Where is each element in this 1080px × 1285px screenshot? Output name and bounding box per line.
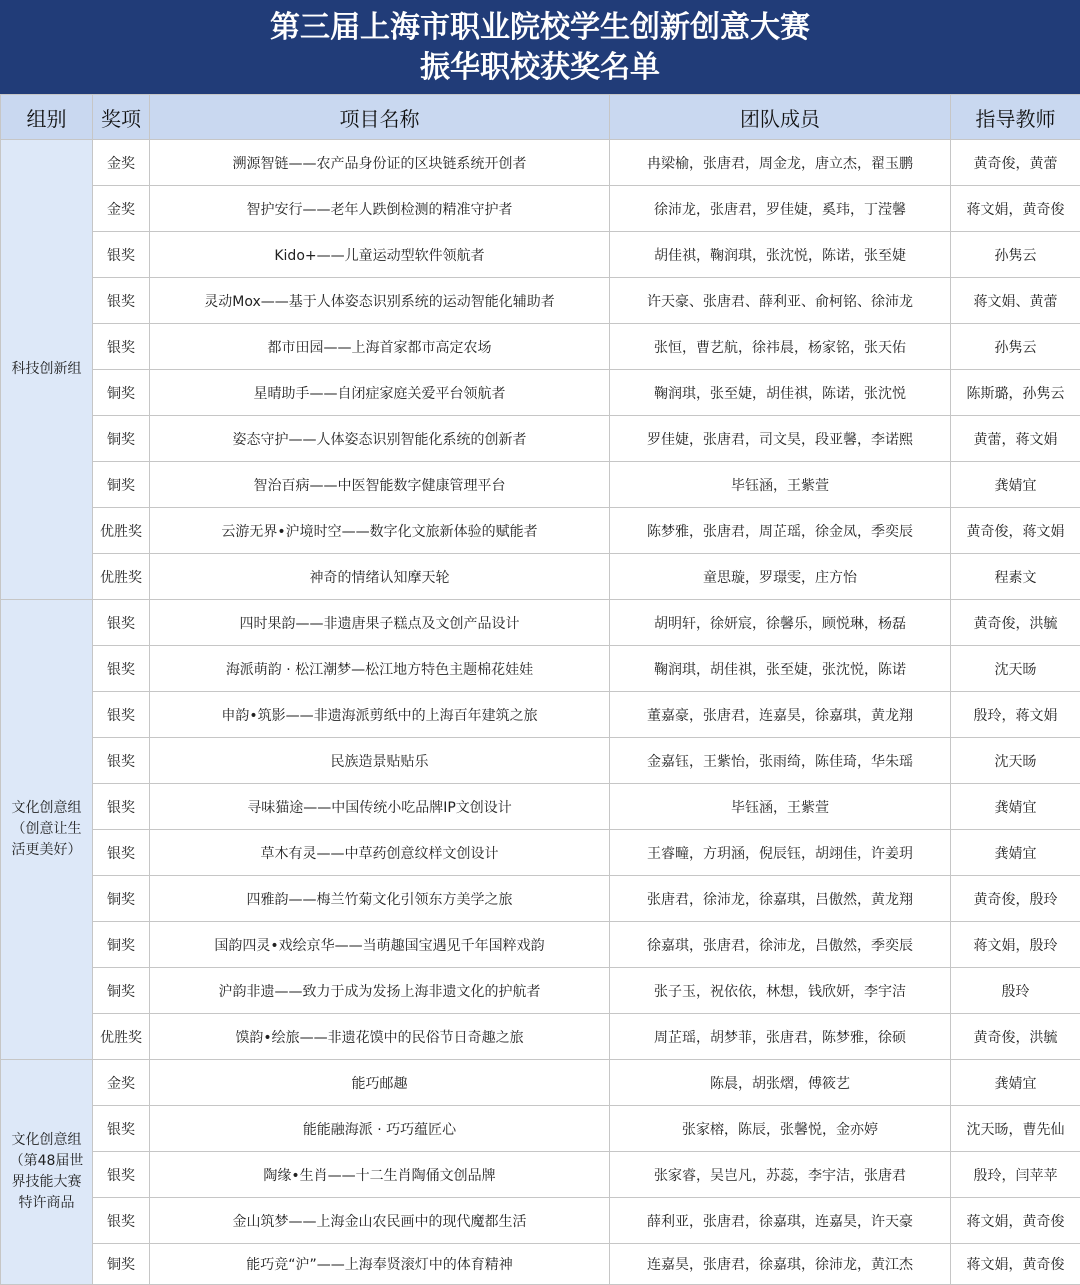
team-cell: 冉梁榆，张唐君，周金龙，唐立杰，翟玉鹏: [610, 140, 951, 186]
award-cell: 银奖: [93, 278, 150, 324]
group-name: 文化创意组（创意让生活更美好）: [1, 798, 92, 861]
project-cell: 能巧邮趣: [150, 1060, 610, 1106]
project-cell: 海派萌韵 · 松江潮梦—松江地方特色主题棉花娃娃: [150, 646, 610, 692]
table-row: [1, 968, 1080, 1014]
teacher-cell: 蒋文娟，黄奇俊: [951, 1244, 1080, 1285]
table-row: [1, 600, 1080, 646]
teacher-cell: 龚婧宜: [951, 830, 1080, 876]
table-row: [1, 1198, 1080, 1244]
team-cell: 童思璇，罗璟雯，庄方怡: [610, 554, 951, 600]
project-cell: 都市田园——上海首家都市高定农场: [150, 324, 610, 370]
award-cell: 优胜奖: [93, 554, 150, 600]
table-row: [1, 554, 1080, 600]
award-cell: 银奖: [93, 1198, 150, 1244]
table-row: [1, 416, 1080, 462]
table-row: [1, 830, 1080, 876]
award-cell: 银奖: [93, 232, 150, 278]
project-cell: 草木有灵——中草药创意纹样文创设计: [150, 830, 610, 876]
award-cell: 银奖: [93, 1152, 150, 1198]
award-cell: 银奖: [93, 692, 150, 738]
award-cell: 优胜奖: [93, 508, 150, 554]
teacher-cell: 陈斯璐，孙隽云: [951, 370, 1080, 416]
team-cell: 许天豪、张唐君、薛利亚、俞柯铭、徐沛龙: [610, 278, 951, 324]
table-row: [1, 1244, 1080, 1285]
table-row: [1, 508, 1080, 554]
column-header-award: 奖项: [93, 95, 150, 140]
award-cell: 铜奖: [93, 922, 150, 968]
project-cell: 沪韵非遗——致力于成为发扬上海非遗文化的护航者: [150, 968, 610, 1014]
team-cell: 毕钰涵，王紫萱: [610, 462, 951, 508]
team-cell: 连嘉昊，张唐君，徐嘉琪，徐沛龙，黄江杰: [610, 1244, 951, 1285]
award-cell: 金奖: [93, 140, 150, 186]
award-cell: 优胜奖: [93, 1014, 150, 1060]
project-cell: Kido+——儿童运动型软件领航者: [150, 232, 610, 278]
team-cell: 胡佳祺，鞠润琪，张沈悦，陈诺，张至婕: [610, 232, 951, 278]
team-cell: 张子玉，祝依依，林想，钱欣妍，李宇洁: [610, 968, 951, 1014]
teacher-cell: 蒋文娟，黄奇俊: [951, 186, 1080, 232]
teacher-cell: 沈天旸，曹先仙: [951, 1106, 1080, 1152]
table-row: [1, 1060, 1080, 1106]
teacher-cell: 蒋文娟、黄蕾: [951, 278, 1080, 324]
column-header-group: 组别: [1, 95, 93, 140]
table-row: [1, 692, 1080, 738]
award-cell: 铜奖: [93, 462, 150, 508]
page-title: 第三届上海市职业院校学生创新创意大赛: [0, 8, 1080, 48]
project-cell: 四雅韵——梅兰竹菊文化引领东方美学之旅: [150, 876, 610, 922]
group-cell: [1, 1060, 93, 1285]
table-row: [1, 876, 1080, 922]
group-cell: [1, 140, 93, 600]
award-cell: 铜奖: [93, 968, 150, 1014]
group-name: 文化创意组（第48届世界技能大赛特许商品: [1, 1130, 92, 1214]
page-subtitle: 振华职校获奖名单: [0, 48, 1080, 88]
team-cell: 薛利亚，张唐君，徐嘉琪，连嘉昊，许天豪: [610, 1198, 951, 1244]
project-cell: 民族造景贴贴乐: [150, 738, 610, 784]
award-cell: 铜奖: [93, 876, 150, 922]
column-header-team: 团队成员: [610, 95, 951, 140]
award-cell: 银奖: [93, 830, 150, 876]
table-row: [1, 140, 1080, 186]
teacher-cell: 黄奇俊，洪毓: [951, 1014, 1080, 1060]
award-cell: 金奖: [93, 1060, 150, 1106]
table-row: [1, 922, 1080, 968]
teacher-cell: 沈天旸: [951, 646, 1080, 692]
team-cell: 鞠润琪，张至婕，胡佳祺，陈诺，张沈悦: [610, 370, 951, 416]
teacher-cell: 黄奇俊，殷玲: [951, 876, 1080, 922]
awards-table: [0, 94, 1080, 1285]
project-cell: 寻味猫途——中国传统小吃品牌IP文创设计: [150, 784, 610, 830]
award-cell: 银奖: [93, 784, 150, 830]
team-cell: 张恒，曹艺航，徐祎晨，杨家铭，张天佑: [610, 324, 951, 370]
team-cell: 陈晨，胡张熠，傅筱艺: [610, 1060, 951, 1106]
teacher-cell: 龚婧宜: [951, 462, 1080, 508]
teacher-cell: 黄奇俊，黄蕾: [951, 140, 1080, 186]
page-header: [0, 0, 1080, 94]
project-cell: 陶缘•生肖——十二生肖陶俑文创品牌: [150, 1152, 610, 1198]
team-cell: 张唐君，徐沛龙，徐嘉琪，吕傲然，黄龙翔: [610, 876, 951, 922]
team-cell: 张家睿，吴岂凡，苏蕊，李宇洁，张唐君: [610, 1152, 951, 1198]
teacher-cell: 龚婧宜: [951, 1060, 1080, 1106]
award-cell: 铜奖: [93, 1244, 150, 1285]
project-cell: 智护安行——老年人跌倒检测的精准守护者: [150, 186, 610, 232]
table-row: [1, 784, 1080, 830]
team-cell: 陈梦雅，张唐君，周芷瑶，徐金凤，季奕辰: [610, 508, 951, 554]
project-cell: 云游无界•沪境时空——数字化文旅新体验的赋能者: [150, 508, 610, 554]
teacher-cell: 程素文: [951, 554, 1080, 600]
table-body: [1, 140, 1080, 1285]
project-cell: 灵动Mox——基于人体姿态识别系统的运动智能化辅助者: [150, 278, 610, 324]
project-cell: 馍韵•绘旅——非遗花馍中的民俗节日奇趣之旅: [150, 1014, 610, 1060]
project-cell: 星晴助手——自闭症家庭关爱平台领航者: [150, 370, 610, 416]
team-cell: 胡明轩，徐妍宸，徐馨乐，顾悦琳，杨磊: [610, 600, 951, 646]
teacher-cell: 殷玲，闫苹苹: [951, 1152, 1080, 1198]
award-cell: 银奖: [93, 646, 150, 692]
table-header-row: [1, 95, 1080, 140]
team-cell: 周芷瑶，胡梦菲，张唐君，陈梦雅，徐硕: [610, 1014, 951, 1060]
award-cell: 银奖: [93, 600, 150, 646]
table-row: [1, 1106, 1080, 1152]
teacher-cell: 孙隽云: [951, 232, 1080, 278]
team-cell: 张家榕，陈辰，张馨悦，金亦婷: [610, 1106, 951, 1152]
teacher-cell: 龚婧宜: [951, 784, 1080, 830]
teacher-cell: 沈天旸: [951, 738, 1080, 784]
project-cell: 四时果韵——非遗唐果子糕点及文创产品设计: [150, 600, 610, 646]
award-cell: 银奖: [93, 324, 150, 370]
table-row: [1, 186, 1080, 232]
group-cell: [1, 600, 93, 1060]
team-cell: 徐沛龙，张唐君，罗佳婕，奚玮，丁滢馨: [610, 186, 951, 232]
column-header-teacher: 指导教师: [951, 95, 1080, 140]
project-cell: 姿态守护——人体姿态识别智能化系统的创新者: [150, 416, 610, 462]
teacher-cell: 蒋文娟，殷玲: [951, 922, 1080, 968]
table-row: [1, 370, 1080, 416]
team-cell: 鞠润琪，胡佳祺，张至婕，张沈悦，陈诺: [610, 646, 951, 692]
teacher-cell: 黄奇俊，洪毓: [951, 600, 1080, 646]
teacher-cell: 殷玲，蒋文娟: [951, 692, 1080, 738]
award-cell: 银奖: [93, 738, 150, 784]
award-cell: 铜奖: [93, 416, 150, 462]
table-row: [1, 232, 1080, 278]
teacher-cell: 孙隽云: [951, 324, 1080, 370]
project-cell: 金山筑梦——上海金山农民画中的现代魔都生活: [150, 1198, 610, 1244]
table-row: [1, 1014, 1080, 1060]
award-cell: 金奖: [93, 186, 150, 232]
team-cell: 毕钰涵，王紫萱: [610, 784, 951, 830]
project-cell: 申韵•筑影——非遗海派剪纸中的上海百年建筑之旅: [150, 692, 610, 738]
teacher-cell: 蒋文娟，黄奇俊: [951, 1198, 1080, 1244]
award-cell: 银奖: [93, 1106, 150, 1152]
table-row: [1, 278, 1080, 324]
project-cell: 国韵四灵•戏绘京华——当萌趣国宝遇见千年国粹戏韵: [150, 922, 610, 968]
column-header-project: 项目名称: [150, 95, 610, 140]
teacher-cell: 黄蕾，蒋文娟: [951, 416, 1080, 462]
team-cell: 罗佳婕，张唐君，司文昊，段亚馨，李诺熙: [610, 416, 951, 462]
award-cell: 铜奖: [93, 370, 150, 416]
group-name: 科技创新组: [1, 359, 92, 380]
project-cell: 能巧竞“沪”——上海奉贤滚灯中的体育精神: [150, 1244, 610, 1285]
table-row: [1, 646, 1080, 692]
table-row: [1, 324, 1080, 370]
team-cell: 金嘉钰，王紫怡，张雨绮，陈佳琦，华朱瑶: [610, 738, 951, 784]
table-row: [1, 462, 1080, 508]
project-cell: 神奇的情绪认知摩天轮: [150, 554, 610, 600]
team-cell: 董嘉豪，张唐君，连嘉昊，徐嘉琪，黄龙翔: [610, 692, 951, 738]
team-cell: 徐嘉琪，张唐君，徐沛龙，吕傲然，季奕辰: [610, 922, 951, 968]
teacher-cell: 殷玲: [951, 968, 1080, 1014]
team-cell: 王睿疃，方玥涵，倪辰钰，胡翊佳，许姜玥: [610, 830, 951, 876]
project-cell: 智治百病——中医智能数字健康管理平台: [150, 462, 610, 508]
project-cell: 溯源智链——农产品身份证的区块链系统开创者: [150, 140, 610, 186]
table-row: [1, 1152, 1080, 1198]
project-cell: 能能融海派 · 巧巧蕴匠心: [150, 1106, 610, 1152]
table-row: [1, 738, 1080, 784]
teacher-cell: 黄奇俊，蒋文娟: [951, 508, 1080, 554]
